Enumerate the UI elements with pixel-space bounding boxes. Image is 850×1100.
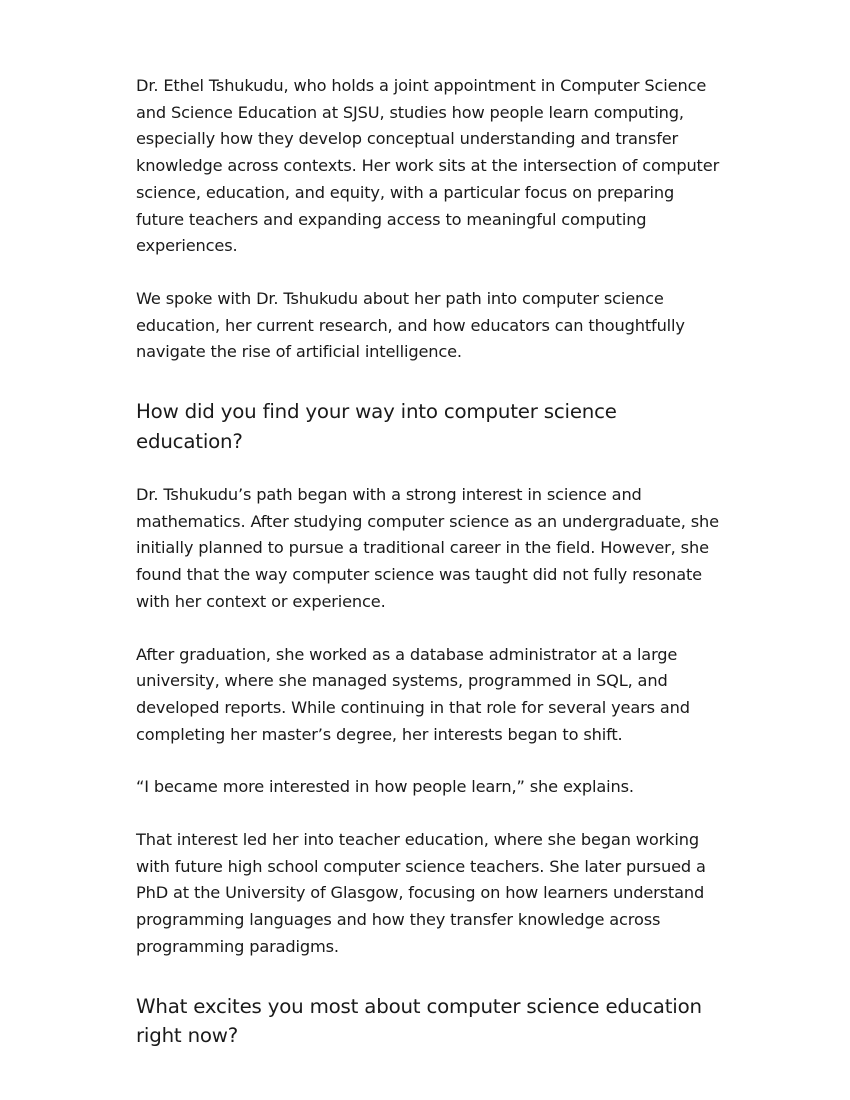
section-heading-excites: What excites you most about computer science education right now? [136,994,702,1048]
section-1-quote: “I became more interested in how people learn,” she explains. [136,777,634,797]
section-1-paragraph-3: That interest led her into teacher education, where she began working with future high school computer science teachers. She later pursued a PhD at the University of Glasgow, focusing on how learners understand programming languages and how they transfer knowledge across programming paradigms. [136,830,706,956]
intro-paragraph-1: Dr. Ethel Tshukudu, who holds a joint appointment in Computer Science and Science Education at SJSU, studies how people learn computing, especially how they develop conceptual understanding and transfer knowledge across contexts. Her work sits at the intersection of computer science, education, and equity, with a particular focus on preparing future teachers and expanding access to meaningful computing experiences. [136,76,720,256]
article-body [136,73,726,1077]
section-1-paragraph-2: After graduation, she worked as a database administrator at a large university, where she managed systems, programmed in SQL, and developed reports. While continuing in that role for several years and completing her master’s degree, her interests began to shift. [136,644,690,744]
section-heading-path: How did you find your way into computer science education? [136,400,617,453]
intro-paragraph-2: We spoke with Dr. Tshukudu about her path into computer science education, her current research, and how educators can thoughtfully navigate the rise of artificial intelligence. [136,288,685,362]
section-1-paragraph-1: Dr. Tshukudu’s path began with a strong interest in science and mathematics. After studying computer science as an undergraduate, she initially planned to pursue a traditional career in the field. However, she found that the way computer science was taught did not fully resonate with her context or experience. [136,485,719,611]
